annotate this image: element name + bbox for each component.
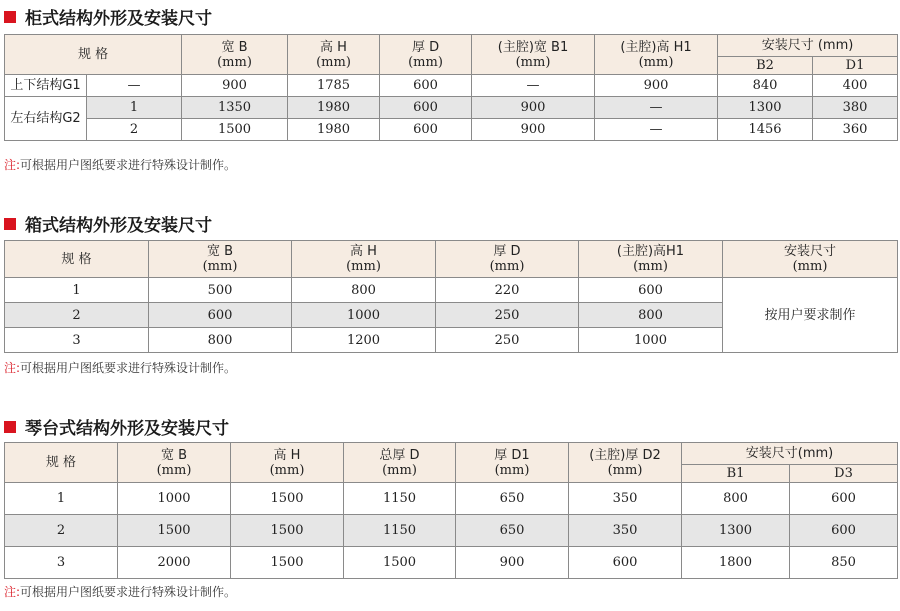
col-spec: 规 格 (5, 443, 118, 483)
col-cavity-depth: (主腔)厚 D2 (mm) (569, 443, 682, 483)
col-install: 安装尺寸 (mm) (723, 241, 898, 278)
col-install: 安装尺寸 (mm) (718, 35, 898, 57)
col-width: 宽 B (mm) (182, 35, 288, 75)
note: 注:可根据用户图纸要求进行特殊设计制作。 (4, 585, 237, 599)
box-dimension-table (4, 240, 898, 353)
col-cavity-width: (主腔)宽 B1 (mm) (472, 35, 595, 75)
col-install: 安装尺寸(mm) (682, 443, 898, 465)
section-title-cabinet: 柜式结构外形及安装尺寸 (4, 4, 212, 29)
table-row: 左右结构G2 1 1350 1980 600 900 — 1300 380 (5, 97, 898, 119)
cabinet-dimension-table (4, 34, 898, 141)
col-d1: D1 (813, 57, 898, 75)
col-cavity-height: (主腔)高H1 (mm) (579, 241, 723, 278)
table-row: 1 500 800 220 600 按用户要求制作 (5, 278, 898, 303)
col-b2: B2 (718, 57, 813, 75)
col-depth1: 厚 D1 (mm) (456, 443, 569, 483)
col-d3: D3 (790, 465, 898, 483)
red-square-icon (4, 421, 16, 433)
console-dimension-table (4, 442, 898, 579)
table-row: 2 1500 1980 600 900 — 1456 360 (5, 119, 898, 141)
col-spec: 规 格 (5, 35, 182, 75)
table-row: 2 600 1000 250 800 (5, 303, 898, 328)
install-note: 按用户要求制作 (723, 278, 898, 353)
note: 注:可根据用户图纸要求进行特殊设计制作。 (4, 158, 237, 172)
section-title-console: 琴台式结构外形及安装尺寸 (4, 414, 229, 439)
col-width: 宽 B (mm) (118, 443, 231, 483)
col-height: 高 H (mm) (288, 35, 380, 75)
note: 注:可根据用户图纸要求进行特殊设计制作。 (4, 361, 237, 375)
section-title-box: 箱式结构外形及安装尺寸 (4, 211, 212, 236)
col-width: 宽 B (mm) (149, 241, 292, 278)
col-depth: 厚 D (mm) (380, 35, 472, 75)
red-square-icon (4, 11, 16, 23)
table-row: 2 1500 1500 1150 650 350 1300 600 (5, 515, 898, 547)
col-depth: 厚 D (mm) (436, 241, 579, 278)
col-height: 高 H (mm) (231, 443, 344, 483)
table-row: 3 800 1200 250 1000 (5, 328, 898, 353)
col-cavity-height: (主腔)高 H1 (mm) (595, 35, 718, 75)
col-spec: 规 格 (5, 241, 149, 278)
red-square-icon (4, 218, 16, 230)
table-row: 上下结构G1 — 900 1785 600 — 900 840 400 (5, 75, 898, 97)
col-total-depth: 总厚 D (mm) (344, 443, 456, 483)
col-height: 高 H (mm) (292, 241, 436, 278)
table-row: 1 1000 1500 1150 650 350 800 600 (5, 483, 898, 515)
col-b1: B1 (682, 465, 790, 483)
table-row: 3 2000 1500 1500 900 600 1800 850 (5, 547, 898, 579)
